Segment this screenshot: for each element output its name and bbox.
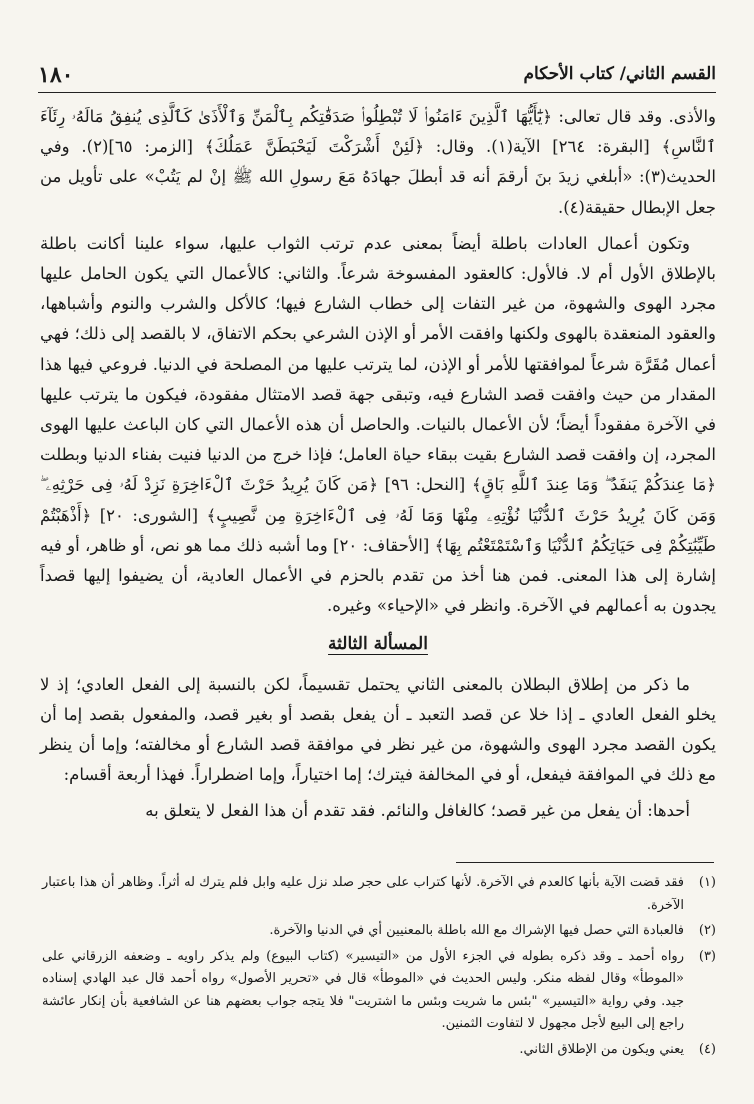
footnote-item — [42, 946, 716, 1036]
footnote-text: يعني ويكون من الإطلاق الثاني. — [519, 1041, 684, 1057]
page-number: ١٨٠ — [38, 62, 74, 88]
footnote-number: (٤) — [698, 1041, 716, 1057]
footnotes — [42, 872, 716, 1064]
footnote-number: (٣) — [698, 948, 716, 964]
section-heading: المسألة الثالثة — [328, 634, 428, 655]
main-text — [40, 102, 716, 827]
running-title: القسم الثاني/ كتاب الأحكام — [523, 64, 716, 84]
footnote-item — [42, 1039, 716, 1062]
footnote-divider — [456, 862, 714, 863]
paragraph-3: ما ذكر من إطلاق البطلان بالمعنى الثاني يحتمل تقسيماً، لكن بالنسبة إلى الفعل العادي؛ إذ لا يخلو الفعل العادي ـ إذا خلا عن قصد التعبد ـ أن يفعل بقصد أو بغير قصد، والمفعول بقصد إما أن يكون القصد مجرد الهوى والشهوة، من غير نظر في موافقة قصد الشارع أو مخالفته؛ وإما أن ينظر مع ذلك في الموافقة فيفعل، أو في المخالفة فيترك؛ إما اختياراً، وإما اضطراراً. فهذا أربعة أقسام: — [40, 674, 716, 785]
footnote-number: (١) — [698, 875, 716, 890]
paragraph-2: وتكون أعمال العادات باطلة أيضاً بمعنى عدم ترتب الثواب عليها، سواء علينا أكانت باطلة بالإطلاق الأول أم لا. فالأول: كالعقود المفسوخة شرعاً. والثاني: كالأعمال التي يكون الحامل عليها مجرد الهوى والشهوة، من غير التفات إلى خطاب الشارع فيها؛ كالأكل والشرب والنوم وأشباهها، والعقود المنعقدة بالهوى ولكنها وافقت الأمر أو الإذن الشرعي بحكم الاتفاق، لا بالقصد إلى ذلك؛ فهي أعمال مُقَرَّة شرعاً لموافقتها للأمر أو الإذن، لما يترتب عليها من المصلحة في الدنيا. فروعي فيها هذا المقدار من حيث وافقت قصد الشارع فيه، وتبقى جهة قصد الامتثال مفقودة، فيكون ما يترتب عليها في الآخرة مفقوداً أيضاً؛ لأن الأعمال بالنيات. والحاصل أن هذه الأعمال التي كان الباعث عليها الهوى المجرد، إن وافقت قصد الشارع بقيت ببقاء حياة العامل؛ فإذا خرج من الدنيا فنيت بفناء الدنيا وبطلت ﴿مَا عِندَكُمْ يَنفَدُ ۖ وَمَا عِندَ ٱللَّهِ بَاقٍ﴾ [النحل: ٩٦] ﴿مَن كَانَ يُرِيدُ حَرْثَ ٱلْءَاخِرَةِ نَزِدْ لَهُۥ فِى حَرْثِهِۦ ۖ وَمَن كَانَ يُرِيدُ حَرْثَ ٱلدُّنْيَا نُؤْتِهِۦ مِنْهَا وَمَا لَهُۥ فِى ٱلْءَاخِرَةِ مِن نَّصِيبٍ﴾ [الشورى: ٢٠] ﴿أَذْهَبْتُمْ طَيِّبَٰتِكُمْ فِى حَيَاتِكُمُ ٱلدُّنْيَا وَٱسْتَمْتَعْتُم بِهَا﴾ [الأحقاف: ٢٠] وما أشبه ذلك مما هو نص، أو ظاهر، أو فيه إشارة إلى هذا المعنى. فمن هنا أخذ من تقدم بالحزم في الأعمال العادية، أن يضيفوا إليها قصداً يجدون به أعمالهم في الآخرة. وانظر في «الإحياء» وغيره. — [40, 233, 716, 616]
footnote-text: فالعبادة التي حصل فيها الإشراك مع الله باطلة بالمعنيين أي في الدنيا والآخرة. — [269, 923, 684, 938]
paragraph-4: أحدها: أن يفعل من غير قصد؛ كالغافل والنائم. فقد تقدم أن هذا الفعل لا يتعلق به — [145, 801, 690, 821]
footnote-item — [42, 920, 716, 943]
footnote-text: فقد قضت الآية بأنها كالعدم في الآخرة. لأنها كتراب على حجر صلد نزل عليه وابل فلم يترك له أثراً. وظاهر أن هذا باعتبار الآخرة. — [42, 875, 684, 913]
footnote-item — [42, 872, 716, 917]
page-header — [38, 62, 716, 93]
paragraph-1: والأذى. وقد قال تعالى: ﴿يَٰٓأَيُّهَا ٱلَّذِينَ ءَامَنُوا۟ لَا تُبْطِلُوا۟ صَدَقَٰتِكُم بِٱلْمَنِّ وَٱلْأَذَىٰ كَٱلَّذِى يُنفِقُ مَالَهُۥ رِئَآءَ ٱلنَّاسِ﴾ [البقرة: ٢٦٤] الآية(١). وقال: ﴿لَئِنْ أَشْرَكْتَ لَيَحْبَطَنَّ عَمَلُكَ﴾ [الزمر: ٦٥](٢). وفي الحديث(٣): «أبلغي زيدَ بنَ أرقمَ أنه قد أبطلَ جهادَهُ مَعَ رسولِ الله ﷺ إنْ لم يَتُبْ» على تأويل من جعل الإبطال حقيقة(٤). — [40, 107, 716, 217]
footnote-text: رواه أحمد ـ وقد ذكره بطوله في الجزء الأول من «التيسير» (كتاب البيوع) ولم يذكر راويه ـ وضعفه الزرقاني على «الموطأ» وقال لفظه منكر. وليس الحديث في «الموطأ» قال في «تحرير الأصول» رواه أحمد قال عبد الهادي إسناده جيد. وفي رواية «التيسير» "بئس ما شريت وبئس ما اشتريت" فلا يتجه جواب بعضهم هنا عن الشافعية بأن إنكار عائشة راجع إلى البيع لأجل مجهول لا لتفاوت الثمنين. — [42, 948, 684, 1031]
footnote-number: (٢) — [698, 923, 716, 938]
